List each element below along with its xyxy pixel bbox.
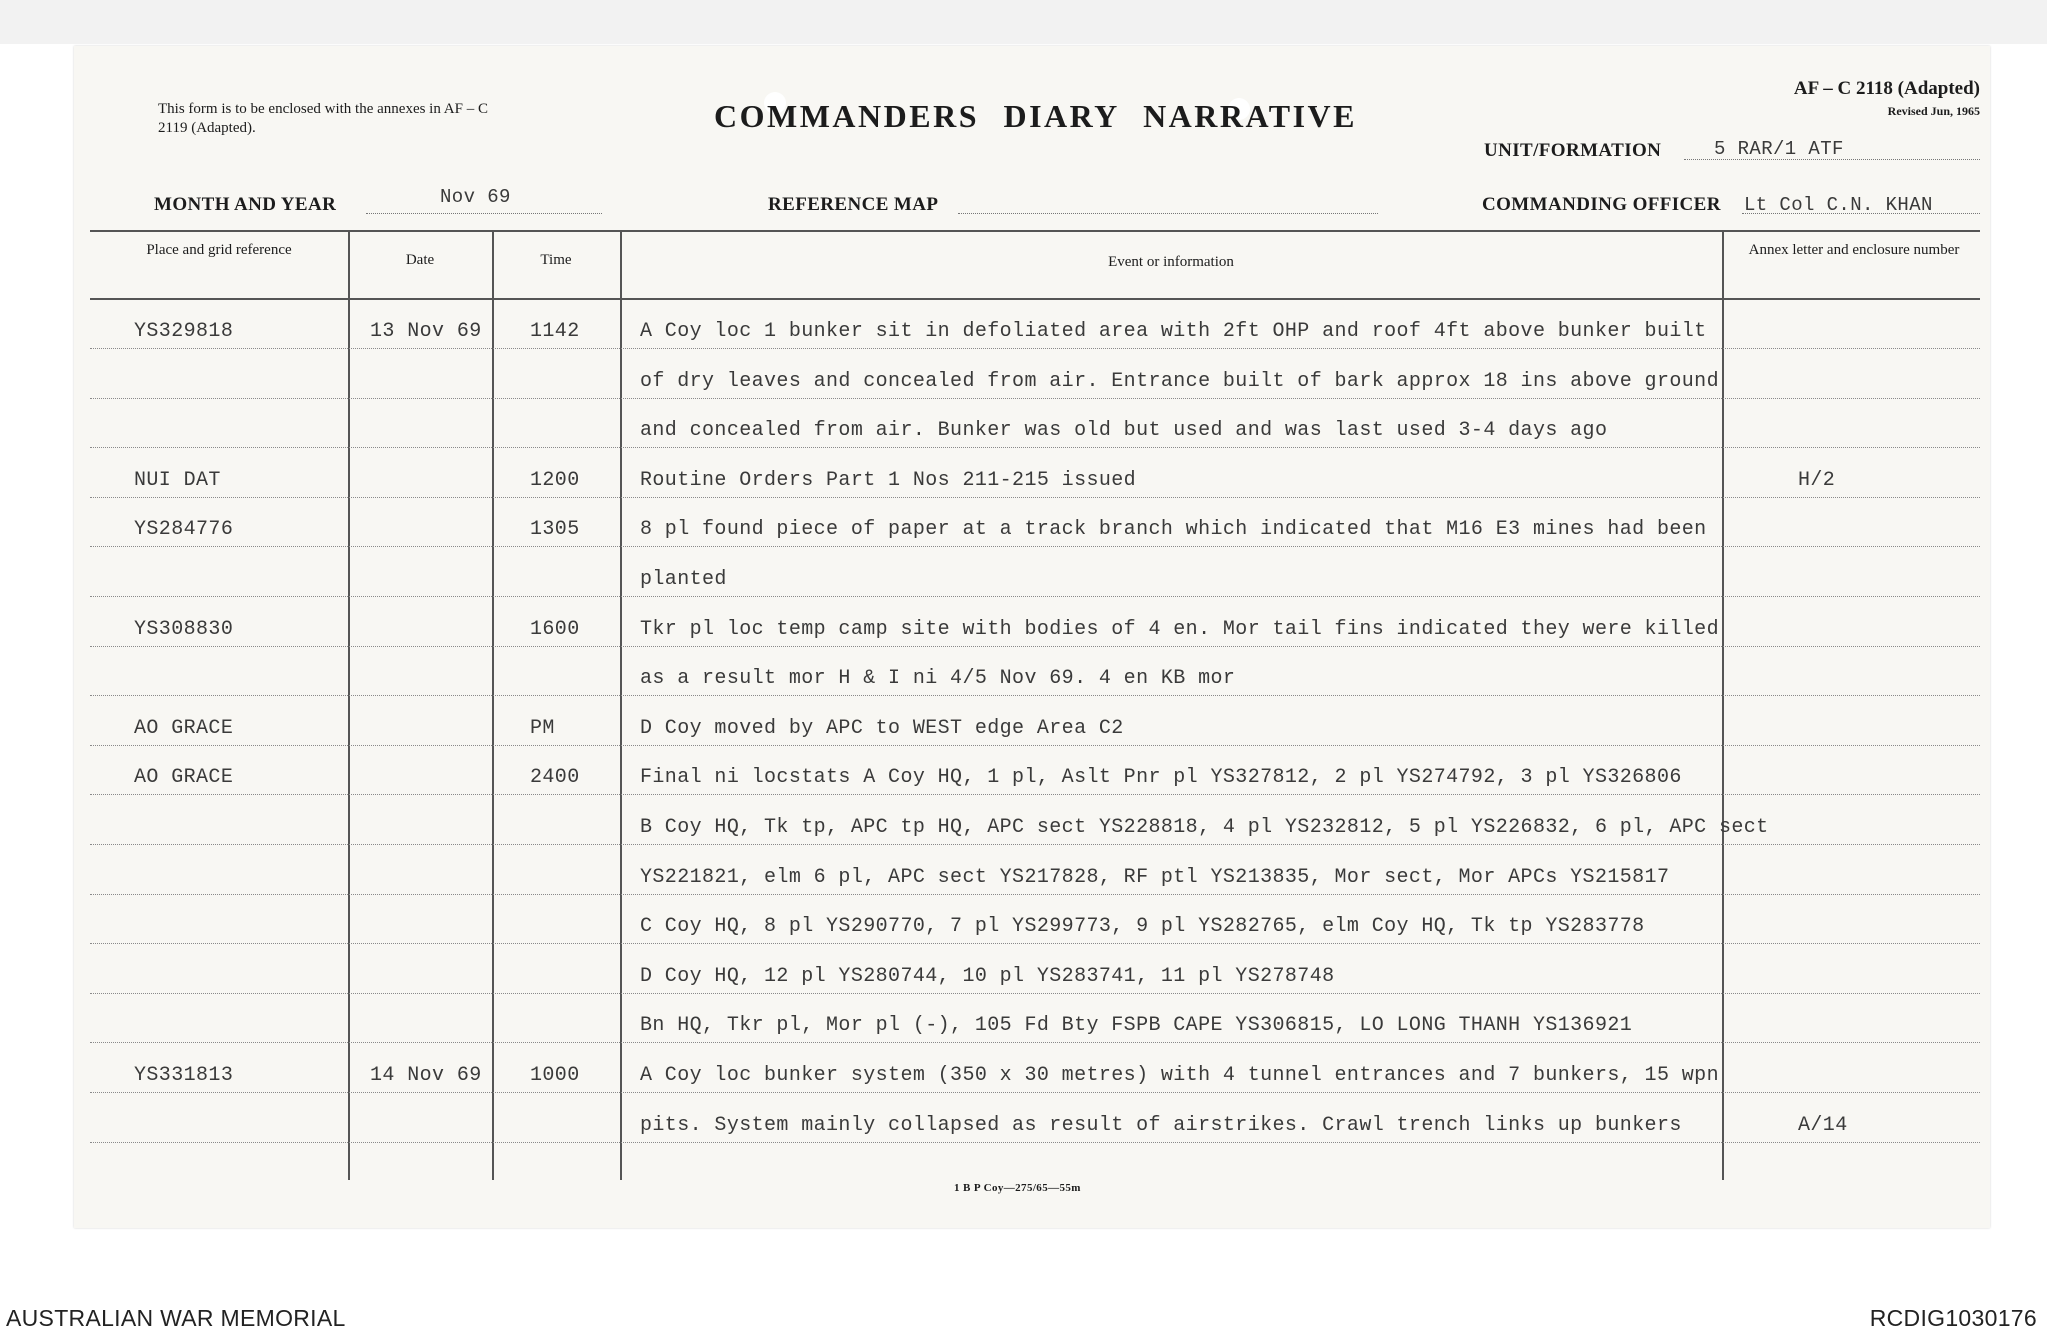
column-header-place: Place and grid reference <box>146 242 292 258</box>
table-row-line <box>90 1092 1980 1093</box>
column-header-time: Time <box>540 252 572 268</box>
event-cell: A Coy loc 1 bunker sit in defoliated area with 2ft OHP and roof 4ft above bunker built <box>640 320 1707 343</box>
table-row-line <box>90 497 1980 498</box>
event-cell: Routine Orders Part 1 Nos 211-215 issued <box>640 468 1137 492</box>
table-row-line <box>90 794 1980 795</box>
place-cell: AO GRACE <box>134 766 234 790</box>
event-cell: and concealed from air. Bunker was old but used and was last used 3-4 days ago <box>640 419 1608 443</box>
table-row-line <box>90 844 1980 845</box>
form-revised-date: Revised Jun, 1965 <box>1887 104 1980 118</box>
column-divider-event-annex <box>1722 230 1724 1180</box>
reference-map-line <box>958 213 1378 214</box>
unit-formation-label: UNIT/FORMATION <box>1484 140 1662 161</box>
annex-cell: H/2 <box>1798 468 1836 492</box>
commanding-officer-value: Lt Col C.N. KHAN <box>1744 194 1933 216</box>
event-cell: 8 pl found piece of paper at a track branch which indicated that M16 E3 mines had been <box>640 518 1707 542</box>
event-cell: Final ni locstats A Coy HQ, 1 pl, Aslt Pnr pl YS327812, 2 pl YS274792, 3 pl YS326806 <box>640 766 1682 790</box>
column-divider-time-event <box>620 230 622 1180</box>
table-row-line <box>90 646 1980 647</box>
place-cell: YS329818 <box>134 320 234 343</box>
column-divider-date-time <box>492 230 494 1180</box>
table-top-rule <box>90 230 1980 232</box>
table-row-line <box>90 1042 1980 1043</box>
table-row-line <box>90 894 1980 895</box>
table-row-line <box>90 993 1980 994</box>
event-cell: Tkr pl loc temp camp site with bodies of 4 en. Mor tail fins indicated they were killed <box>640 617 1719 641</box>
event-cell: D Coy HQ, 12 pl YS280744, 10 pl YS283741, 11 pl YS278748 <box>640 964 1335 988</box>
time-cell: 1600 <box>530 617 580 641</box>
event-cell: D Coy moved by APC to WEST edge Area C2 <box>640 716 1124 740</box>
archive-credit: AUSTRALIAN WAR MEMORIAL <box>6 1305 346 1331</box>
column-divider-place-date <box>348 230 350 1180</box>
event-cell: Bn HQ, Tkr pl, Mor pl (-), 105 Fd Bty FSPB CAPE YS306815, LO LONG THANH YS136921 <box>640 1014 1633 1038</box>
event-cell: of dry leaves and concealed from air. Entrance built of bark approx 18 ins above ground <box>640 369 1719 393</box>
diary-form-sheet <box>74 46 1990 1228</box>
place-cell: YS331813 <box>134 1064 234 1087</box>
archive-record-id: RCDIG1030176 <box>1869 1305 2037 1331</box>
form-code: AF – C 2118 (Adapted) <box>1793 78 1980 99</box>
event-cell: as a result mor H & I ni 4/5 Nov 69. 4 en KB mor <box>640 667 1236 691</box>
time-cell: 1305 <box>530 518 580 542</box>
table-row-line <box>90 745 1980 746</box>
time-cell: 2400 <box>530 766 580 790</box>
column-header-date: Date <box>405 252 435 268</box>
table-header-rule <box>90 298 1980 300</box>
reference-map-label: REFERENCE MAP <box>768 194 939 215</box>
date-cell: 13 Nov 69 <box>370 320 482 343</box>
form-note: This form is to be enclosed with the annexes in AF – C 2119 (Adapted). <box>158 101 488 136</box>
unit-formation-value: 5 RAR/1 ATF <box>1714 138 1844 160</box>
print-code: 1 B P Coy—275/65—55m <box>954 1182 1081 1194</box>
column-header-annex: Annex letter and enclosure number <box>1748 242 1960 258</box>
top-margin <box>0 0 2047 44</box>
place-cell: NUI DAT <box>134 468 221 492</box>
event-cell: pits. System mainly collapsed as result of airstrikes. Crawl trench links up bunkers <box>640 1113 1682 1137</box>
place-cell: YS308830 <box>134 617 234 641</box>
month-year-value: Nov 69 <box>440 186 511 208</box>
table-row-line <box>90 1142 1980 1143</box>
table-row-line <box>90 447 1980 448</box>
table-row-line <box>90 596 1980 597</box>
table-row-line <box>90 546 1980 547</box>
time-cell: 1200 <box>530 468 580 492</box>
month-year-line <box>366 213 602 214</box>
table-row-line <box>90 695 1980 696</box>
table-row-line <box>90 348 1980 349</box>
table-row-line <box>90 398 1980 399</box>
place-cell: YS284776 <box>134 518 234 542</box>
annex-cell: A/14 <box>1798 1113 1848 1137</box>
commanding-officer-label: COMMANDING OFFICER <box>1482 194 1721 215</box>
date-cell: 14 Nov 69 <box>370 1064 482 1087</box>
event-cell: C Coy HQ, 8 pl YS290770, 7 pl YS299773, 9 pl YS282765, elm Coy HQ, Tk tp YS283778 <box>640 915 1645 939</box>
time-cell: 1142 <box>530 320 580 343</box>
place-cell: AO GRACE <box>134 716 234 740</box>
table-row-line <box>90 943 1980 944</box>
time-cell: PM <box>530 716 555 740</box>
event-cell: A Coy loc bunker system (350 x 30 metres) with 4 tunnel entrances and 7 bunkers, 15 wpn <box>640 1064 1719 1087</box>
form-title: COMMANDERS DIARY NARRATIVE <box>714 98 1357 134</box>
column-header-event: Event or information <box>1108 254 1234 270</box>
month-year-label: MONTH AND YEAR <box>154 194 337 215</box>
time-cell: 1000 <box>530 1064 580 1087</box>
event-cell: B Coy HQ, Tk tp, APC tp HQ, APC sect YS228818, 4 pl YS232812, 5 pl YS226832, 6 pl, APC sect <box>640 816 1769 839</box>
event-cell: YS221821, elm 6 pl, APC sect YS217828, RF ptl YS213835, Mor sect, Mor APCs YS215817 <box>640 865 1670 889</box>
event-cell: planted <box>640 568 727 591</box>
